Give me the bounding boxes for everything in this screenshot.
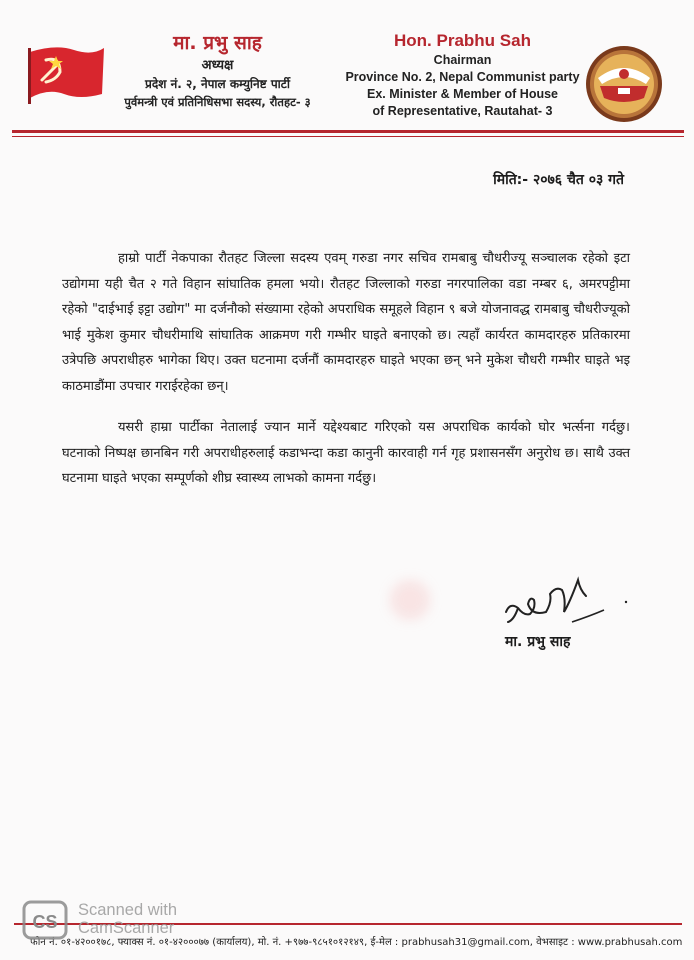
header-name-en: Hon. Prabhu Sah <box>394 31 531 50</box>
watermark-line-2: CamScanner <box>78 919 175 937</box>
header-roles-en-1: Ex. Minister & Member of House <box>366 87 558 101</box>
header-divider-thin <box>12 136 684 137</box>
camscanner-watermark <box>78 901 177 937</box>
party-flag-icon <box>26 42 106 104</box>
body-paragraph-2: यसरी हाम्रा पार्टीका नेतालाई ज्यान मार्ने यद्देश्यबाट गरिएको यस अपराधिक कार्यको घोर भर्त्सना गर्दछु। घटनाको निष्पक्ष छानबिन गरी अपराधीहरुलाई कडाभन्दा कडा कानुनी कारवाही गर्न गृह प्रशासनसँग अनुरोध छ। साथै उक्त घटनामा घाइते भएका सम्पूर्णको शीघ्र स्वास्थ्य लाभको कामना गर्दछु। <box>62 420 630 486</box>
letter-date: मिति:- २०७६ चैत ०३ गते <box>493 172 624 188</box>
header-party-np: प्रदेश नं. २, नेपाल कम्युनिष्ट पार्टी <box>145 77 290 91</box>
header-title-en: Chairman <box>433 53 492 67</box>
header-party-en: Province No. 2, Nepal Communist party <box>345 70 580 84</box>
handwritten-signature <box>500 572 635 634</box>
header-divider <box>12 130 684 133</box>
letter-body <box>62 246 630 508</box>
footer-contact: फोन नं. ०१-४२००१७८, फ्याक्स नं. ०१-४२०००७७ (कार्यालय), मो. नं. +९७७-९८५१०१२१४९, ई-मेल : prabhusah31@gmail.com, वेभसाइट : www.prabhusah.com <box>30 937 683 948</box>
header-name-np: मा. प्रभु साह <box>173 32 262 54</box>
watermark-line-1: Scanned with <box>78 901 178 919</box>
header-title-np: अध्यक्ष <box>201 58 234 73</box>
header-roles-np: पुर्वमन्त्री एवं प्रतिनिधिसभा सदस्य, रौतहट- ३ <box>124 95 311 109</box>
body-paragraph-1: हाम्रो पार्टी नेकपाका रौतहट जिल्ला सदस्य एवम् गरुडा नगर सचिव रामबाबु चौधरीज्यू सञ्चालक रहेको इटा उद्योगमा यही चैत २ गते विहान सांघातिक हमला भयो। रौतहट जिल्लाको गरुडा नगरपालिका वडा नम्बर ६, अमरपट्टीमा रहेको "दाईभाई इट्टा उद्योग" मा दर्जनौको संख्यामा रहेको अपराधिक समूहले विहान ९ बजे योजनावद्ध रामबाबु चौधरीज्यूको भाई मुकेश कुमार चौधरीमाथि सांघातिक आक्रमण गरी गम्भीर घाइते बनाएको छ। त्यहाँ कार्यरत कामदारहरु प्रतिकारमा उत्रेपछि अपराधीहरु भागेका थिए। उक्त घटनामा दर्जनौं कामदारहरु घाइते भएका छन् भने मुकेश चौधरी गम्भीर घाइते भइ काठमाडौंमा उपचार गराईरहेका छन्। <box>62 251 630 394</box>
camscanner-logo-text: CS <box>32 912 58 932</box>
province-emblem-icon <box>584 44 664 124</box>
header-roles-en-2: of Representative, Rautahat- 3 <box>372 104 553 118</box>
signature-name: मा. प्रभु साह <box>505 634 571 650</box>
camscanner-logo-icon <box>22 900 68 940</box>
header-left <box>110 30 325 111</box>
header-right <box>345 30 580 120</box>
paper-stain <box>390 580 430 620</box>
